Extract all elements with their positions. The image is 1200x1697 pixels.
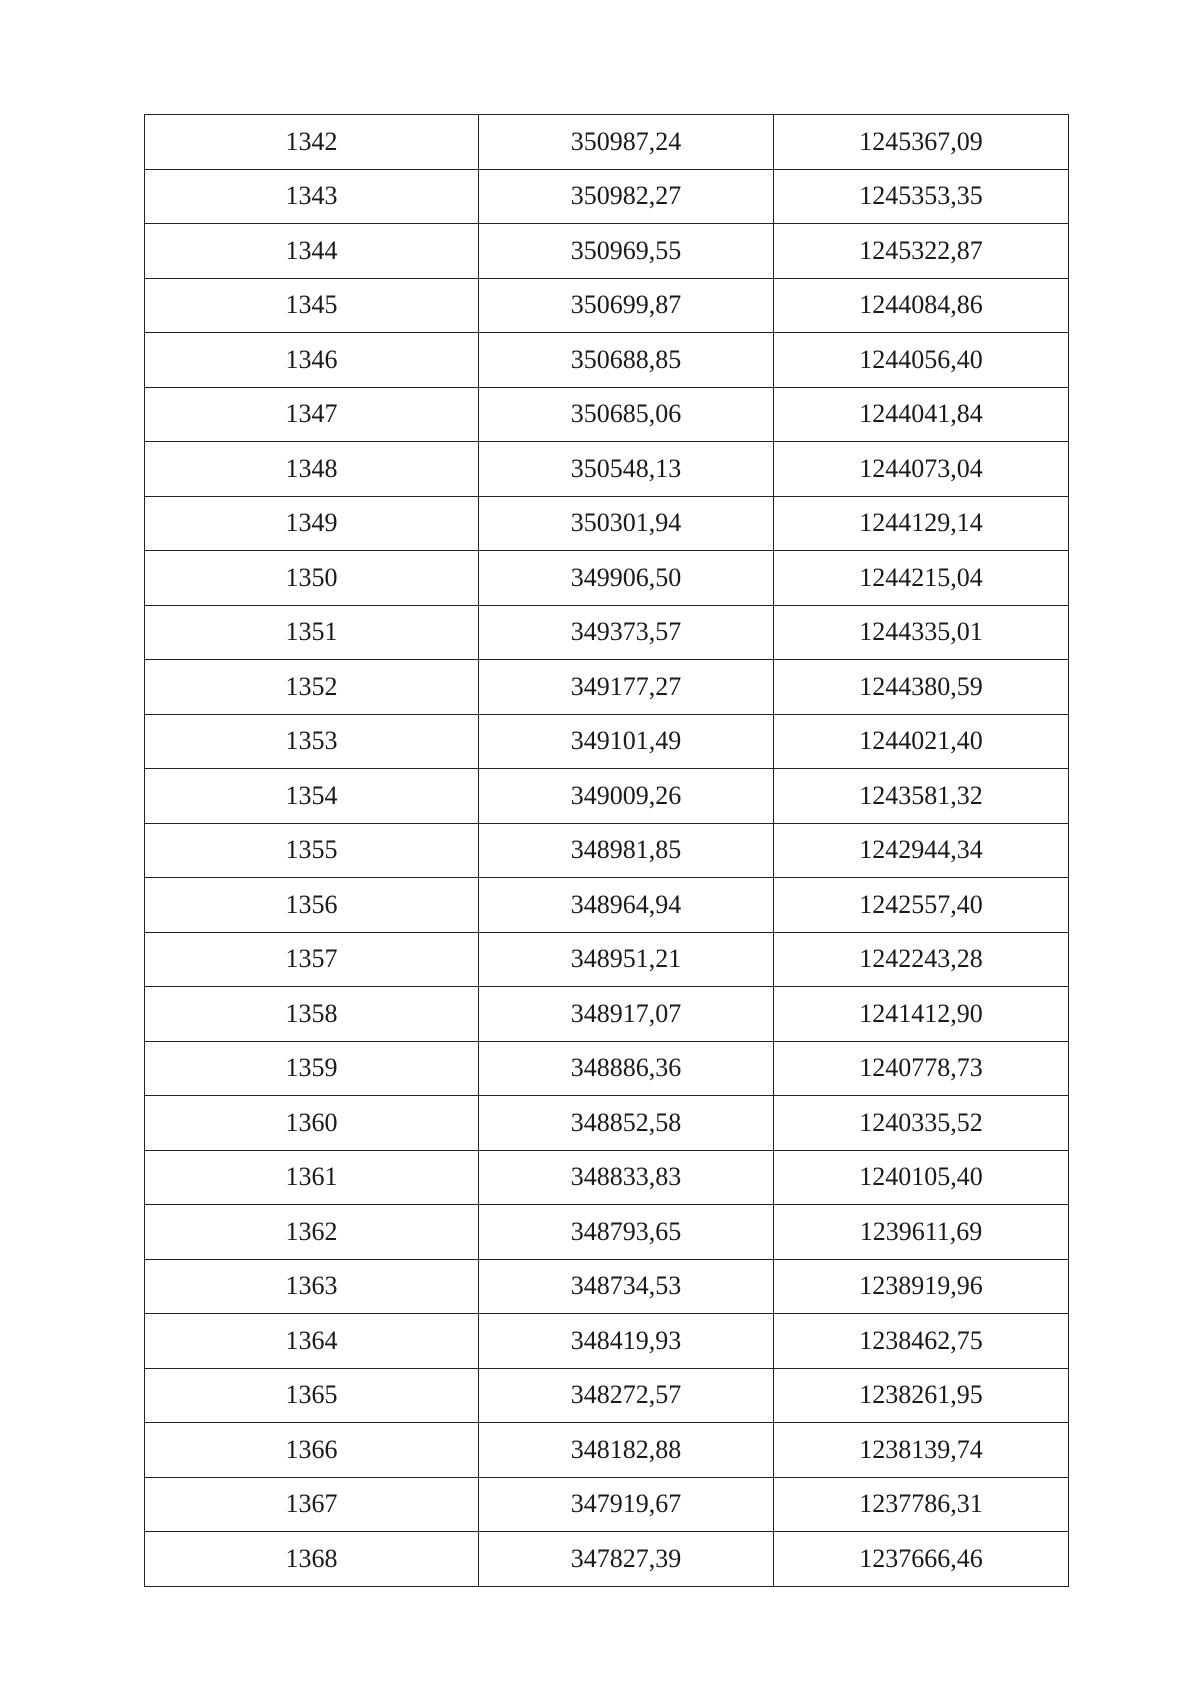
y-coordinate-cell: 1239611,69 — [774, 1205, 1069, 1260]
table-row — [145, 442, 1069, 497]
x-coordinate-cell: 348182,88 — [479, 1423, 774, 1478]
point-number-cell: 1345 — [145, 278, 479, 333]
x-coordinate-cell: 350548,13 — [479, 442, 774, 497]
point-number-cell: 1355 — [145, 823, 479, 878]
point-number-cell: 1367 — [145, 1477, 479, 1532]
x-coordinate-cell: 348793,65 — [479, 1205, 774, 1260]
point-number-cell: 1357 — [145, 932, 479, 987]
y-coordinate-cell: 1244335,01 — [774, 605, 1069, 660]
point-number-cell: 1347 — [145, 387, 479, 442]
table-row — [145, 878, 1069, 933]
y-coordinate-cell: 1244129,14 — [774, 496, 1069, 551]
table-row — [145, 1150, 1069, 1205]
point-number-cell: 1352 — [145, 660, 479, 715]
point-number-cell: 1348 — [145, 442, 479, 497]
x-coordinate-cell: 348981,85 — [479, 823, 774, 878]
y-coordinate-cell: 1242243,28 — [774, 932, 1069, 987]
y-coordinate-cell: 1240335,52 — [774, 1096, 1069, 1151]
y-coordinate-cell: 1237666,46 — [774, 1532, 1069, 1587]
table-row — [145, 1532, 1069, 1587]
y-coordinate-cell: 1244041,84 — [774, 387, 1069, 442]
table-row — [145, 932, 1069, 987]
x-coordinate-cell: 349177,27 — [479, 660, 774, 715]
point-number-cell: 1343 — [145, 169, 479, 224]
y-coordinate-cell: 1240778,73 — [774, 1041, 1069, 1096]
table-row — [145, 115, 1069, 170]
x-coordinate-cell: 350685,06 — [479, 387, 774, 442]
point-number-cell: 1351 — [145, 605, 479, 660]
x-coordinate-cell: 349101,49 — [479, 714, 774, 769]
x-coordinate-cell: 349373,57 — [479, 605, 774, 660]
table-row — [145, 278, 1069, 333]
x-coordinate-cell: 350699,87 — [479, 278, 774, 333]
table-row — [145, 1314, 1069, 1369]
coordinates-table-body — [145, 115, 1069, 1587]
table-row — [145, 496, 1069, 551]
table-row — [145, 1259, 1069, 1314]
point-number-cell: 1354 — [145, 769, 479, 824]
y-coordinate-cell: 1237786,31 — [774, 1477, 1069, 1532]
table-row — [145, 333, 1069, 388]
table-row — [145, 823, 1069, 878]
point-number-cell: 1362 — [145, 1205, 479, 1260]
point-number-cell: 1368 — [145, 1532, 479, 1587]
y-coordinate-cell: 1245353,35 — [774, 169, 1069, 224]
y-coordinate-cell: 1244073,04 — [774, 442, 1069, 497]
table-row — [145, 1368, 1069, 1423]
point-number-cell: 1365 — [145, 1368, 479, 1423]
point-number-cell: 1349 — [145, 496, 479, 551]
x-coordinate-cell: 350987,24 — [479, 115, 774, 170]
y-coordinate-cell: 1243581,32 — [774, 769, 1069, 824]
x-coordinate-cell: 349009,26 — [479, 769, 774, 824]
x-coordinate-cell: 348272,57 — [479, 1368, 774, 1423]
y-coordinate-cell: 1244056,40 — [774, 333, 1069, 388]
y-coordinate-cell: 1244084,86 — [774, 278, 1069, 333]
coordinates-table — [144, 114, 1069, 1587]
point-number-cell: 1344 — [145, 224, 479, 279]
table-row — [145, 387, 1069, 442]
table-row — [145, 224, 1069, 279]
x-coordinate-cell: 348964,94 — [479, 878, 774, 933]
x-coordinate-cell: 349906,50 — [479, 551, 774, 606]
x-coordinate-cell: 348419,93 — [479, 1314, 774, 1369]
point-number-cell: 1350 — [145, 551, 479, 606]
x-coordinate-cell: 348886,36 — [479, 1041, 774, 1096]
x-coordinate-cell: 348734,53 — [479, 1259, 774, 1314]
point-number-cell: 1359 — [145, 1041, 479, 1096]
table-row — [145, 1096, 1069, 1151]
x-coordinate-cell: 348833,83 — [479, 1150, 774, 1205]
point-number-cell: 1360 — [145, 1096, 479, 1151]
table-row — [145, 605, 1069, 660]
x-coordinate-cell: 348917,07 — [479, 987, 774, 1042]
point-number-cell: 1361 — [145, 1150, 479, 1205]
table-row — [145, 551, 1069, 606]
y-coordinate-cell: 1242557,40 — [774, 878, 1069, 933]
table-row — [145, 1205, 1069, 1260]
y-coordinate-cell: 1244380,59 — [774, 660, 1069, 715]
point-number-cell: 1364 — [145, 1314, 479, 1369]
table-row — [145, 1477, 1069, 1532]
table-row — [145, 169, 1069, 224]
table-row — [145, 1041, 1069, 1096]
y-coordinate-cell: 1245322,87 — [774, 224, 1069, 279]
y-coordinate-cell: 1238919,96 — [774, 1259, 1069, 1314]
point-number-cell: 1363 — [145, 1259, 479, 1314]
y-coordinate-cell: 1240105,40 — [774, 1150, 1069, 1205]
point-number-cell: 1353 — [145, 714, 479, 769]
point-number-cell: 1342 — [145, 115, 479, 170]
x-coordinate-cell: 350982,27 — [479, 169, 774, 224]
x-coordinate-cell: 350688,85 — [479, 333, 774, 388]
y-coordinate-cell: 1244021,40 — [774, 714, 1069, 769]
y-coordinate-cell: 1245367,09 — [774, 115, 1069, 170]
table-row — [145, 769, 1069, 824]
table-row — [145, 660, 1069, 715]
table-row — [145, 987, 1069, 1042]
point-number-cell: 1358 — [145, 987, 479, 1042]
table-row — [145, 714, 1069, 769]
x-coordinate-cell: 347827,39 — [479, 1532, 774, 1587]
point-number-cell: 1356 — [145, 878, 479, 933]
x-coordinate-cell: 350969,55 — [479, 224, 774, 279]
x-coordinate-cell: 350301,94 — [479, 496, 774, 551]
point-number-cell: 1366 — [145, 1423, 479, 1478]
y-coordinate-cell: 1242944,34 — [774, 823, 1069, 878]
y-coordinate-cell: 1238139,74 — [774, 1423, 1069, 1478]
y-coordinate-cell: 1241412,90 — [774, 987, 1069, 1042]
table-row — [145, 1423, 1069, 1478]
x-coordinate-cell: 347919,67 — [479, 1477, 774, 1532]
x-coordinate-cell: 348951,21 — [479, 932, 774, 987]
y-coordinate-cell: 1238261,95 — [774, 1368, 1069, 1423]
y-coordinate-cell: 1244215,04 — [774, 551, 1069, 606]
x-coordinate-cell: 348852,58 — [479, 1096, 774, 1151]
point-number-cell: 1346 — [145, 333, 479, 388]
y-coordinate-cell: 1238462,75 — [774, 1314, 1069, 1369]
